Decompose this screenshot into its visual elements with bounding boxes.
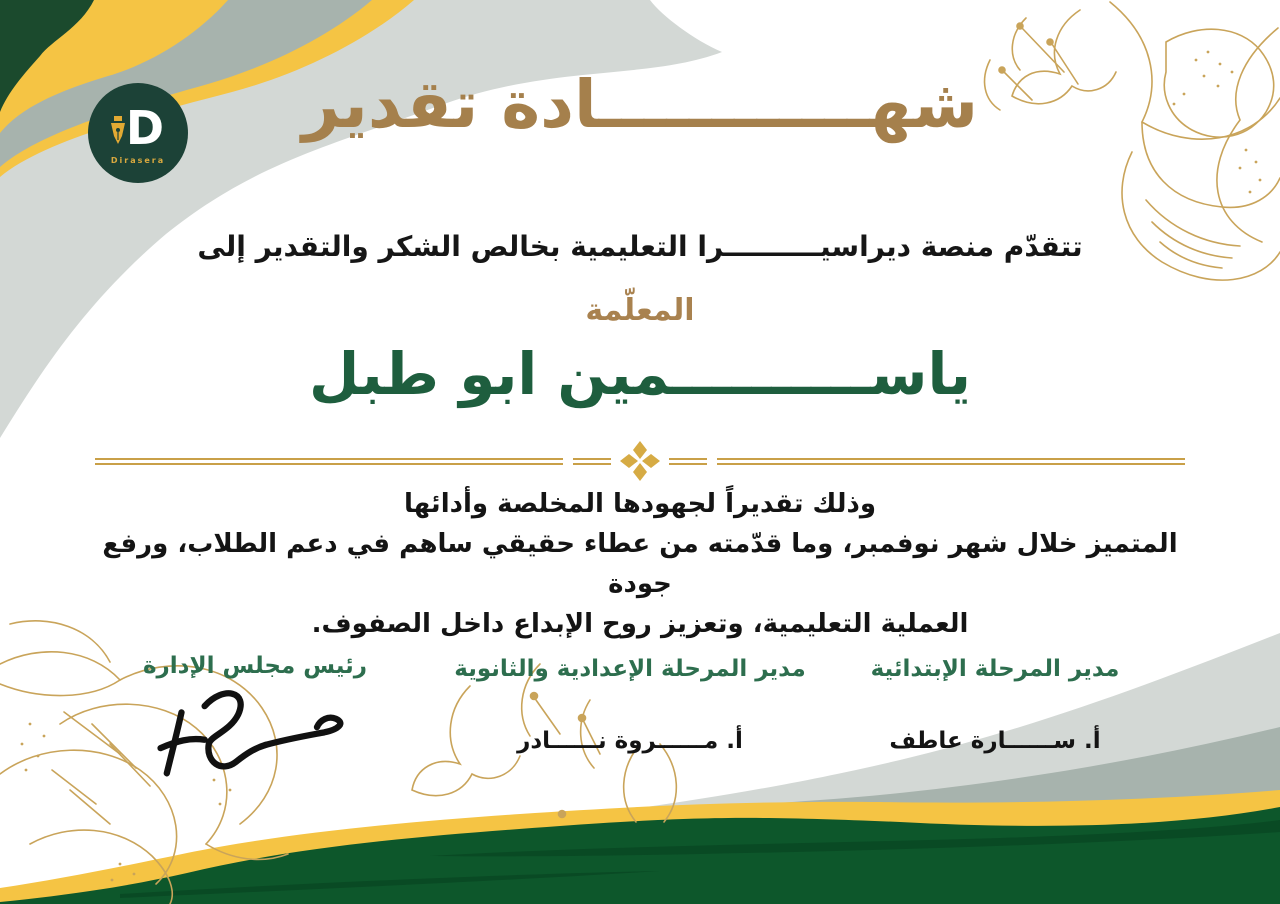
divider-line <box>717 458 1185 465</box>
signatory-name: أ. ســــــارة عاطف <box>889 728 1101 754</box>
intro-line: تتقدّم منصة ديراسيــــــــــرا التعليمية بخالص الشكر والتقدير إلى <box>197 230 1083 263</box>
appreciation-paragraph <box>70 484 1210 644</box>
paragraph-line: وذلك تقديراً لجهودها المخلصة وأدائها <box>404 489 876 519</box>
paragraph-line: المتميز خلال شهر نوفمبر، وما قدّمته من عطاء حقيقي ساهم في دعم الطلاب، ورفع جودة <box>102 529 1178 599</box>
recipient-name: ياســــــــــمين ابو طبل <box>308 340 972 408</box>
signatory-primary-stage <box>830 656 1160 754</box>
divider-line <box>669 458 707 465</box>
signatory-role: مدير المرحلة الإعدادية والثانوية <box>454 656 806 682</box>
honorific-label: المعلّمة <box>585 293 695 328</box>
signatory-role: رئيس مجلس الإدارة <box>142 653 368 679</box>
gold-divider <box>95 441 1185 481</box>
signatory-name: أ. مــــــروة نــــــادر <box>517 728 743 754</box>
signatory-chairman <box>110 653 400 792</box>
signatory-middle-high-stage <box>440 656 820 754</box>
signatory-role: مدير المرحلة الإبتدائية <box>870 656 1120 682</box>
divider-line <box>95 458 563 465</box>
divider-line <box>573 458 611 465</box>
diamond-ornament-icon <box>619 440 661 482</box>
logo-brand-text: Dirasera <box>110 155 166 165</box>
logo-letter: D <box>125 100 165 155</box>
handwritten-signature <box>150 683 360 788</box>
paragraph-line: العملية التعليمية، وتعزيز روح الإبداع داخل الصفوف. <box>311 609 969 639</box>
certificate-title: شهــــــــــــادة تقدير <box>301 66 979 143</box>
